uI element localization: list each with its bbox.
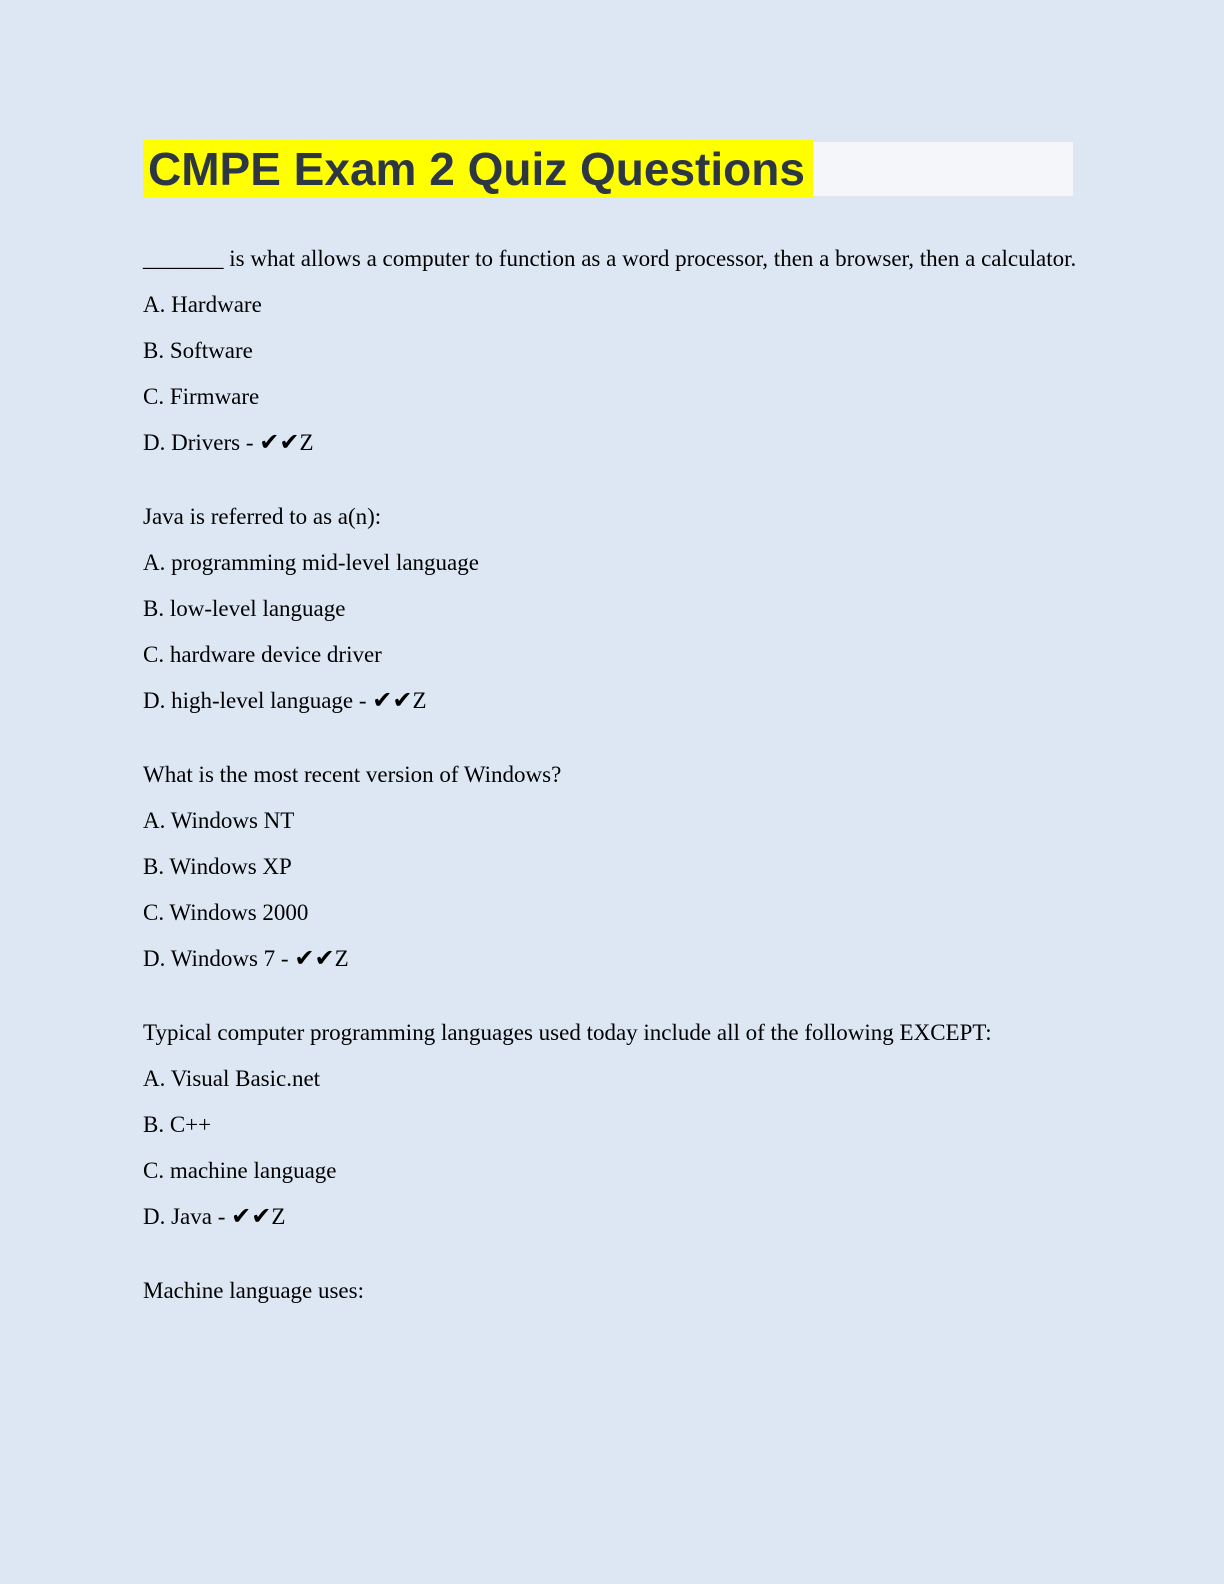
answer-option: A. programming mid-level language <box>143 550 479 575</box>
page-title: CMPE Exam 2 Quiz Questions <box>143 140 813 198</box>
answer-option-correct <box>143 944 1081 973</box>
correct-marker-suffix: Z <box>299 430 314 455</box>
answer-option: B. Windows XP <box>143 854 292 879</box>
question-prompt: Java is referred to as a(n): <box>143 504 382 529</box>
question-block <box>143 1018 1081 1231</box>
answer-option-correct <box>143 686 1081 715</box>
question-prompt: Machine language uses: <box>143 1278 364 1303</box>
question-prompt: Typical computer programming languages used today include all of the following EXCEPT: <box>143 1020 992 1045</box>
answer-option-text: D. Windows 7 - <box>143 946 295 971</box>
answer-option: B. C++ <box>143 1112 212 1137</box>
title-highlight-tail <box>813 142 1073 196</box>
answer-option-correct <box>143 1202 1081 1231</box>
question-block <box>143 244 1081 457</box>
answer-option: C. machine language <box>143 1158 337 1183</box>
answer-option-correct <box>143 428 1081 457</box>
correct-marker-suffix: Z <box>412 688 427 713</box>
answer-option-text: D. Drivers - <box>143 430 260 455</box>
correct-checkmarks-icon: ✔✔ <box>259 428 300 456</box>
answer-option: A. Visual Basic.net <box>143 1066 321 1091</box>
answer-option: B. Software <box>143 338 253 363</box>
answer-option: C. hardware device driver <box>143 642 382 667</box>
answer-option: C. Firmware <box>143 384 260 409</box>
correct-marker-suffix: Z <box>334 946 349 971</box>
correct-checkmarks-icon: ✔✔ <box>294 944 335 972</box>
answer-option: A. Windows NT <box>143 808 295 833</box>
question-block <box>143 760 1081 973</box>
answer-option-text: D. high-level language - <box>143 688 373 713</box>
answer-option: C. Windows 2000 <box>143 900 309 925</box>
answer-option: B. low-level language <box>143 596 346 621</box>
answer-option: A. Hardware <box>143 292 262 317</box>
correct-marker-suffix: Z <box>271 1204 286 1229</box>
correct-checkmarks-icon: ✔✔ <box>231 1202 272 1230</box>
correct-checkmarks-icon: ✔✔ <box>372 686 413 714</box>
answer-option-text: D. Java - <box>143 1204 232 1229</box>
question-block <box>143 1276 1081 1305</box>
title-row <box>143 140 1073 198</box>
question-prompt: What is the most recent version of Windows? <box>143 762 562 787</box>
question-prompt: _______ is what allows a computer to function as a word processor, then a browser, then a calculator. <box>143 246 1077 271</box>
question-block <box>143 502 1081 715</box>
